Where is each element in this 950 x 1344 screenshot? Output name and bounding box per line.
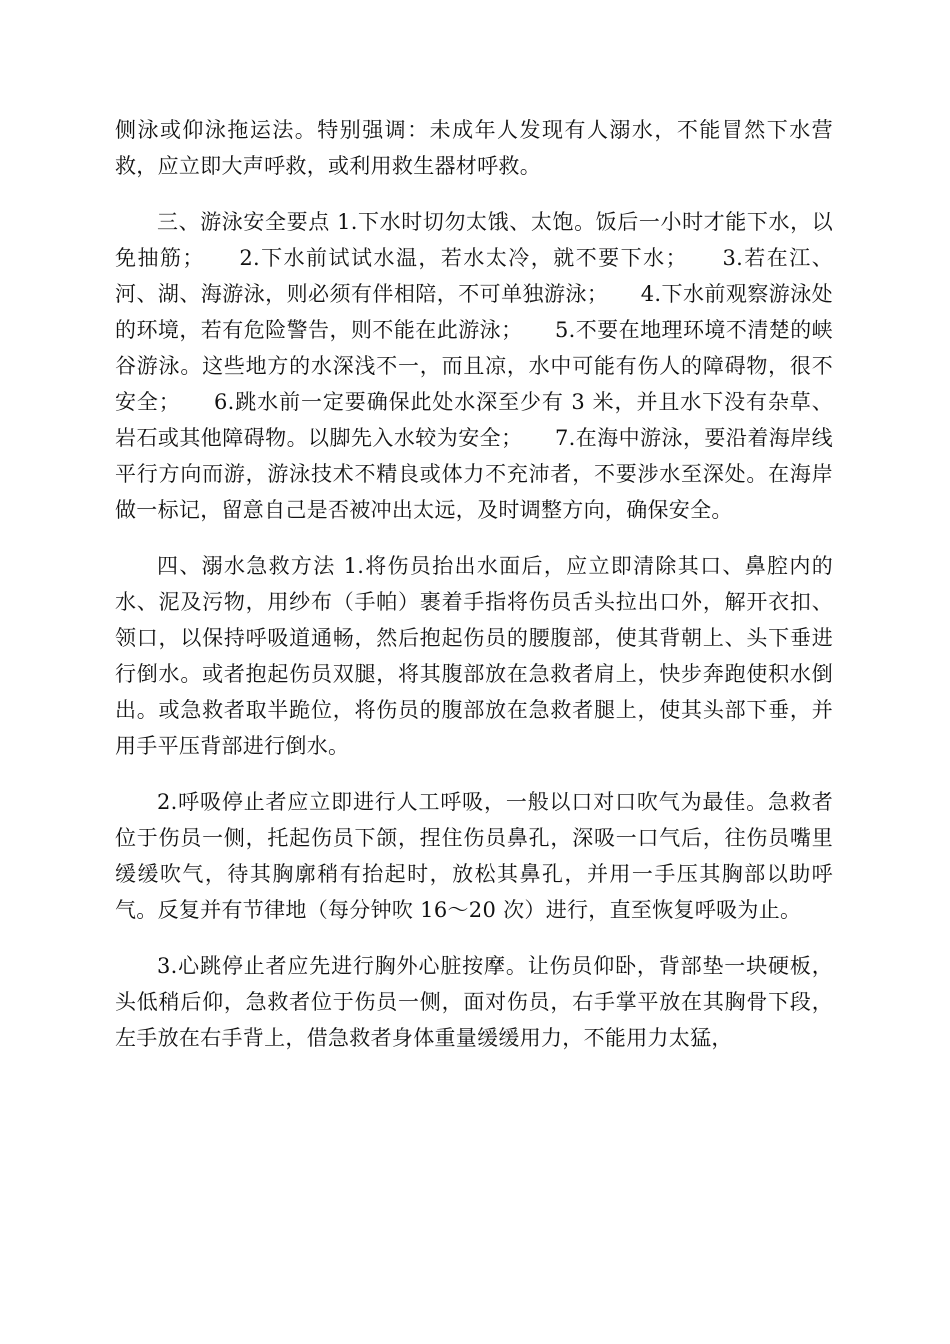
paragraph-swimming-safety: 三、游泳安全要点 1.下水时切勿太饿、太饱。饭后一小时才能下水，以免抽筋； 2.下水前试试水温，若水太冷，就不要下水； 3.若在江、河、湖、海游泳，则必须有伴相陪，不可单独游泳； 4.下水前观察游泳处的环境，若有危险警告，则不能在此游泳； 5.不要在地理环境不清楚的峡谷游泳。这些地方的水深浅不一，而且凉，水中可能有伤人的障碍物，很不安全； 6.跳水前一定要确保此处水深至少有 3 米，并且水下没有杂草、岩石或其他障碍物。以脚先入水较为安全； 7.在海中游泳，要沿着海岸线平行方向而游，游泳技术不精良或体力不充沛者，不要涉水至深处。在海岸做一标记，留意自己是否被冲出太远，及时调整方向，确保安全。 [115, 210, 833, 522]
paragraph-drowning-first-aid: 四、溺水急救方法 1.将伤员抬出水面后，应立即清除其口、鼻腔内的水、泥及污物，用纱布（手帕）裹着手指将伤员舌头拉出口外，解开衣扣、领口，以保持呼吸道通畅，然后抱起伤员的腰腹部，使其背朝上、头下垂进行倒水。或者抱起伤员双腿，将其腹部放在急救者肩上，快步奔跑使积水倒出。或急救者取半跪位，将伤员的腹部放在急救者腿上，使其头部下垂，并用手平压背部进行倒水。 [115, 554, 833, 758]
paragraph-artificial-respiration: 2.呼吸停止者应立即进行人工呼吸，一般以口对口吹气为最佳。急救者位于伤员一侧，托起伤员下颌，捏住伤员鼻孔，深吸一口气后，往伤员嘴里缓缓吹气，待其胸廓稍有抬起时，放松其鼻孔，并用一手压其胸部以助呼气。反复并有节律地（每分钟吹 16～20 次）进行，直至恢复呼吸为止。 [115, 790, 833, 922]
paragraph-rescue-method-end: 侧泳或仰泳拖运法。特别强调：未成年人发现有人溺水，不能冒然下水营救，应立即大声呼救，或利用救生器材呼救。 [115, 118, 833, 178]
paragraph-cardiac-massage: 3.心跳停止者应先进行胸外心脏按摩。让伤员仰卧，背部垫一块硬板，头低稍后仰，急救者位于伤员一侧，面对伤员，右手掌平放在其胸骨下段，左手放在右手背上，借急救者身体重量缓缓用力，不能用力太猛， [115, 954, 833, 1050]
document-body [115, 112, 833, 1056]
